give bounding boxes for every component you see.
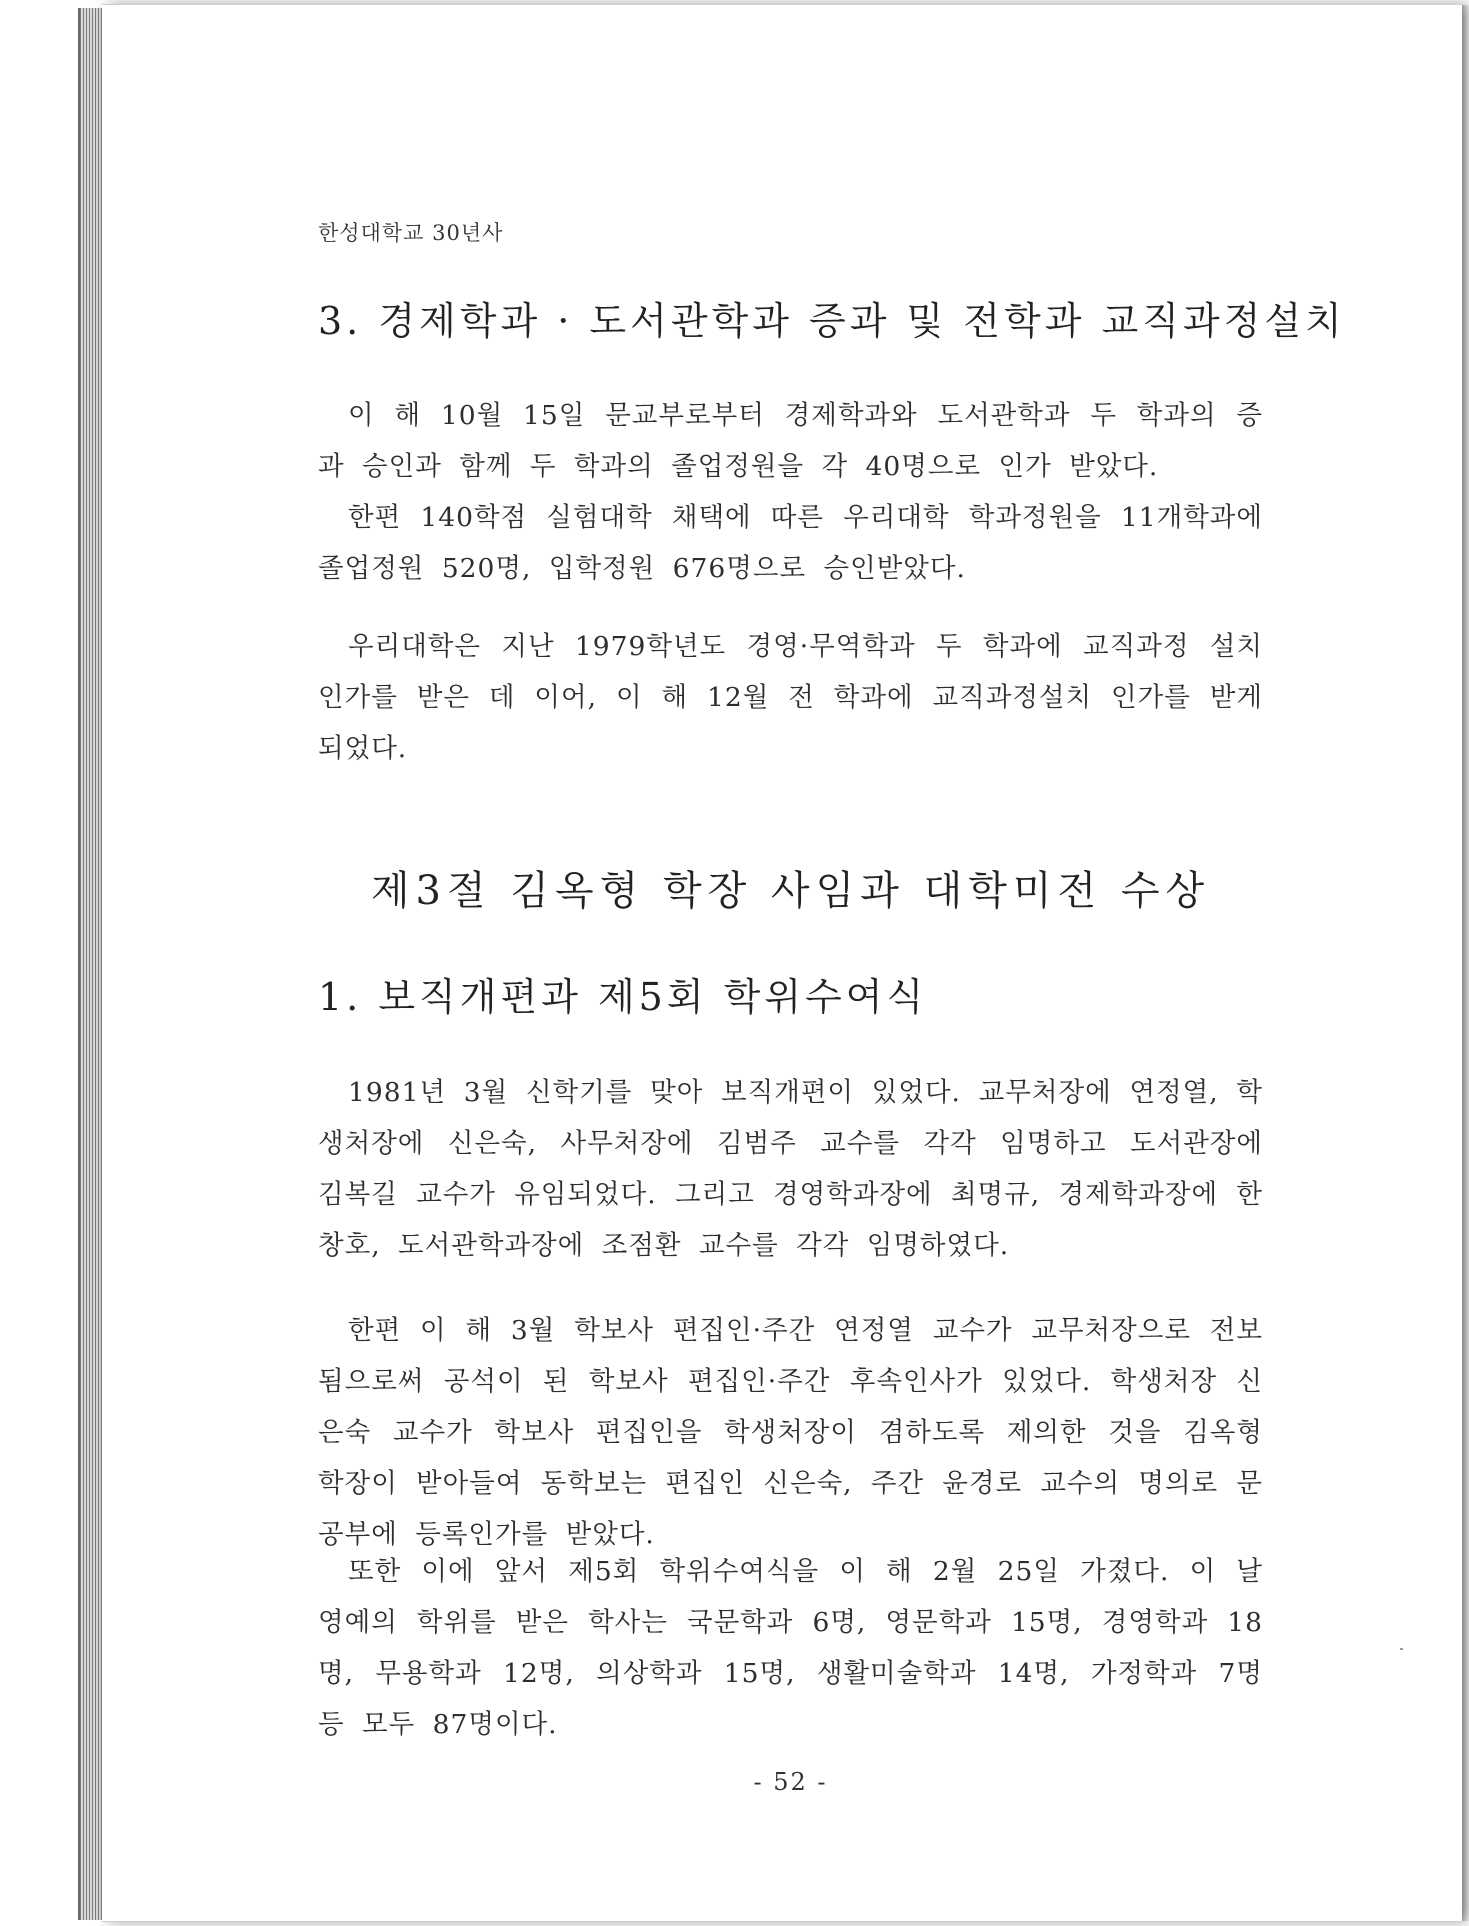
paragraph-6: 또한 이에 앞서 제5회 학위수여식을 이 해 2월 25일 가졌다. 이 날 영예의 학위를 받은 학사는 국문학과 6명, 영문학과 15명, 경영학과 18명, 무용학과 12명, 의상학과 15명, 생활미술학과 14명, 가정학과 7명 등 모두 87명이다. bbox=[318, 1556, 1263, 1740]
paragraph-5: 한편 이 해 3월 학보사 편집인·주간 연정열 교수가 교무처장으로 전보됨으로써 공석이 된 학보사 편집인·주간 후속인사가 있었다. 학생처장 신은숙 교수가 학보사 편집인을 학생처장이 겸하도록 제의한 것을 김옥형 학장이 받아들여 동학보는 편집인 신은숙, 주간 윤경로 교수의 명의로 문공부에 등록인가를 받았다. bbox=[318, 1315, 1263, 1550]
chapter-heading: 제3절 김옥형 학장 사임과 대학미전 수상 bbox=[370, 868, 1211, 914]
running-head: 한성대학교 30년사 bbox=[318, 221, 504, 245]
section-heading-1: 1. 보직개편과 제5회 학위수여식 bbox=[318, 975, 928, 1019]
section-heading-3: 3. 경제학과 · 도서관학과 증과 및 전학과 교직과정설치 bbox=[318, 299, 1346, 343]
page-number: - 52 - bbox=[753, 1768, 828, 1796]
paragraph-1: 이 해 10월 15일 문교부로부터 경제학과와 도서관학과 두 학과의 증과 승인과 함께 두 학과의 졸업정원을 각 40명으로 인가 받았다. bbox=[318, 400, 1263, 482]
paragraph-4: 1981년 3월 신학기를 맞아 보직개편이 있었다. 교무처장에 연정열, 학생처장에 신은숙, 사무처장에 김범주 교수를 각각 임명하고 도서관장에 김복길 교수가 유임되었다. 그리고 경영학과장에 최명규, 경제학과장에 한창호, 도서관학과장에 조점환 교수를 각각 임명하였다. bbox=[318, 1077, 1263, 1261]
scan-speck bbox=[1400, 1648, 1403, 1650]
paragraph-2: 한편 140학점 실험대학 채택에 따른 우리대학 학과정원을 11개학과에 졸업정원 520명, 입학정원 676명으로 승인받았다. bbox=[318, 502, 1263, 584]
paragraph-3: 우리대학은 지난 1979학년도 경영·무역학과 두 학과에 교직과정 설치인가를 받은 데 이어, 이 해 12월 전 학과에 교직과정설치 인가를 받게 되었다. bbox=[318, 631, 1263, 764]
